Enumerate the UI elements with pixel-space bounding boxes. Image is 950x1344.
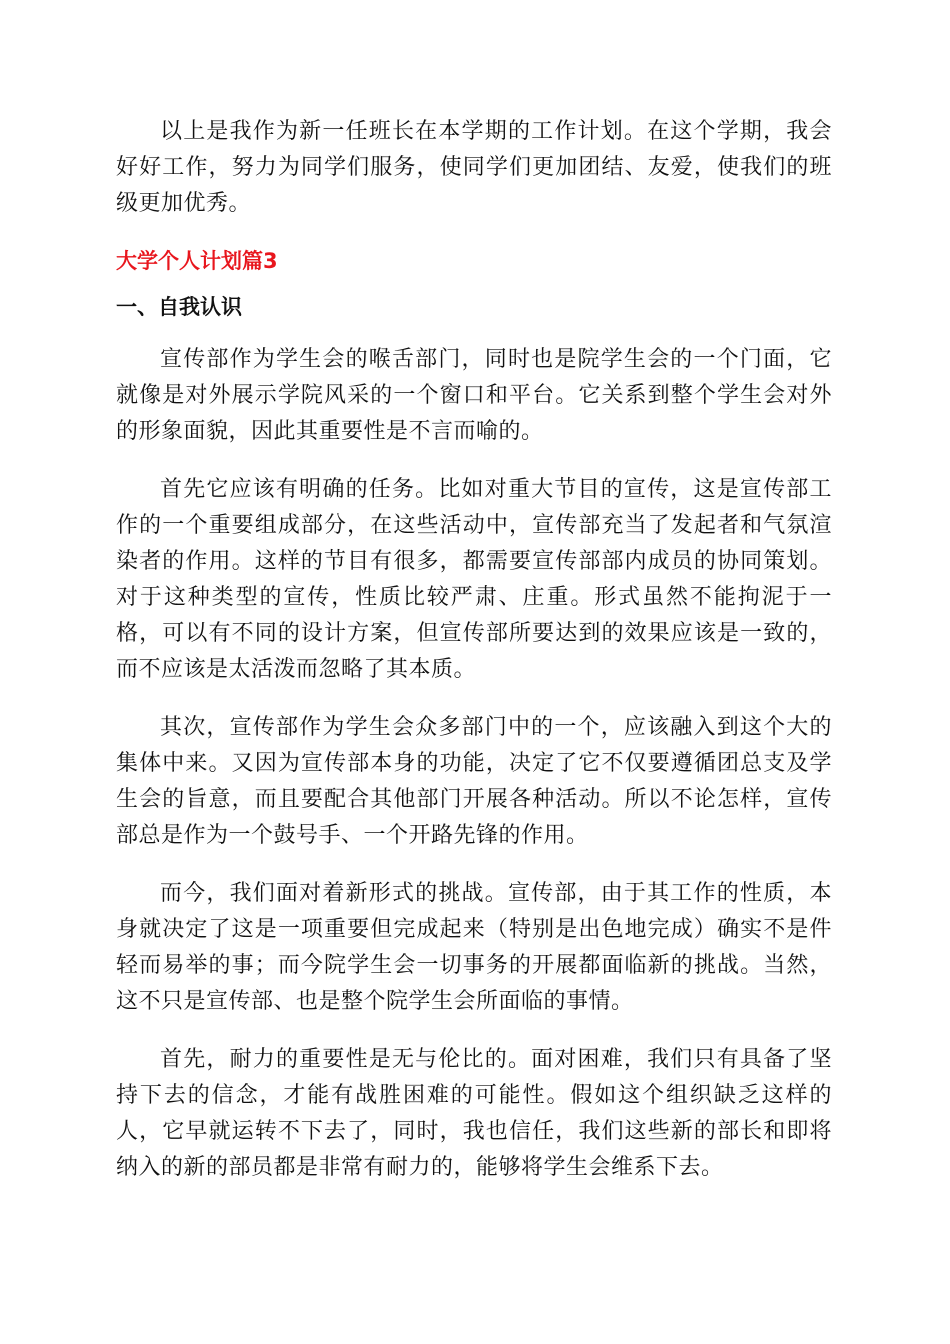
- body-paragraph-4: 而今，我们面对着新形式的挑战。宣传部，由于其工作的性质，本身就决定了这是一项重要但完成起来（特别是出色地完成）确实不是件轻而易举的事；而今院学生会一切事务的开展都面临新的挑战。当然，这不只是宣传部、也是整个院学生会所面临的事情。: [116, 881, 832, 1014]
- sub-heading: 一、自我认识: [116, 295, 242, 319]
- body-paragraph-5: 首先，耐力的重要性是无与伦比的。面对困难，我们只有具备了坚持下去的信念，才能有战胜困难的可能性。假如这个组织缺乏这样的人，它早就运转不下去了，同时，我也信任，我们这些新的部长和即将纳入的新的部员都是非常有耐力的，能够将学生会维系下去。: [116, 1047, 832, 1180]
- document-page: [116, 114, 832, 1208]
- intro-paragraph: 以上是我作为新一任班长在本学期的工作计划。在这个学期，我会好好工作，努力为同学们服务，使同学们更加团结、友爱，使我们的班级更加优秀。: [116, 119, 832, 216]
- body-paragraph-2: 首先它应该有明确的任务。比如对重大节目的宣传，这是宣传部工作的一个重要组成部分，在这些活动中，宣传部充当了发起者和气氛渲染者的作用。这样的节目有很多，都需要宣传部部内成员的协同策划。对于这种类型的宣传，性质比较严肃、庄重。形式虽然不能拘泥于一格，可以有不同的设计方案，但宣传部所要达到的效果应该是一致的，而不应该是太活泼而忽略了其本质。: [116, 477, 832, 682]
- body-paragraph-3: 其次，宣传部作为学生会众多部门中的一个，应该融入到这个大的集体中来。又因为宣传部本身的功能，决定了它不仅要遵循团总支及学生会的旨意，而且要配合其他部门开展各种活动。所以不论怎样，宣传部总是作为一个鼓号手、一个开路先锋的作用。: [116, 715, 832, 848]
- body-paragraph-1: 宣传部作为学生会的喉舌部门，同时也是院学生会的一个门面，它就像是对外展示学院风采的一个窗口和平台。它关系到整个学生会对外的形象面貌，因此其重要性是不言而喻的。: [116, 347, 832, 444]
- section-title: 大学个人计划篇3: [116, 249, 278, 273]
